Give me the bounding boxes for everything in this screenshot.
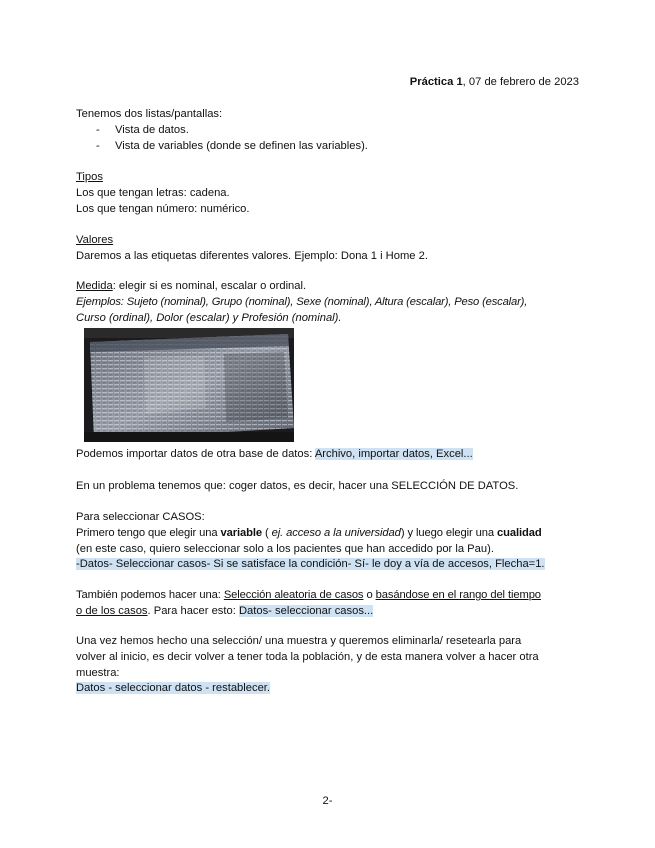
- page-header: [76, 75, 579, 91]
- paragraph-text: Podemos importar datos de otra base de datos:: [76, 448, 315, 460]
- paragraph-line: En un problema tenemos que: coger datos, es decir, hacer una SELECCIÓN DE DATOS.: [76, 480, 519, 492]
- highlighted-path: -Datos- Seleccionar casos- Si se satisface la condición- Sí- le doy a vía de accesos, Flecha=1.: [76, 558, 545, 571]
- practice-date: , 07 de febrero de 2023: [462, 76, 579, 88]
- paragraph-text: o: [363, 589, 376, 601]
- underlined-term: basándose en el rango del tiempo: [375, 589, 541, 601]
- section-heading: Valores: [76, 234, 114, 246]
- list-item: - Vista de variables (donde se definen las variables).: [96, 139, 368, 152]
- bold-term: variable: [220, 526, 262, 539]
- practice-title: Práctica 1: [409, 76, 463, 88]
- paragraph-line: Para seleccionar CASOS:: [76, 511, 205, 523]
- bold-term: cualidad: [496, 526, 542, 539]
- screenshot-photo: [84, 328, 294, 442]
- casos-section: [76, 510, 580, 573]
- paragraph-text: (: [262, 526, 272, 539]
- seleccion-paragraph: [76, 479, 580, 495]
- intro-lead: Tenemos dos listas/pantallas:: [76, 108, 223, 120]
- aleatoria-paragraph: [76, 588, 580, 620]
- tipos-section: [76, 170, 580, 217]
- photo-image: [84, 328, 294, 442]
- paragraph-text: También podemos hacer una:: [76, 589, 224, 601]
- list-item-text: Vista de datos.: [115, 123, 189, 136]
- reset-paragraph: [76, 634, 580, 697]
- paragraph-text: . Para hacer esto:: [147, 604, 239, 617]
- examples-line: Curso (ordinal), Dolor (escalar) y Profesión (nominal).: [76, 311, 342, 324]
- list-item: - Vista de datos.: [96, 123, 189, 136]
- examples-line: Ejemplos: Sujeto (nominal), Grupo (nominal), Sexe (nominal), Altura (escalar), Peso (escalar),: [76, 295, 528, 308]
- paragraph-line: (en este caso, quiero seleccionar solo a los pacientes que han accedido por la Pau).: [76, 542, 494, 555]
- italic-example: ej. acceso a la universidad: [271, 526, 401, 539]
- paragraph-text: ) y luego elegir una: [400, 526, 497, 539]
- paragraph-line: Los que tengan número: numérico.: [76, 202, 250, 215]
- valores-section: [76, 233, 580, 265]
- paragraph-line: Una vez hemos hecho una selección/ una muestra y queremos eliminarla/ resetearla para: [76, 635, 522, 647]
- underlined-term: o de los casos: [76, 604, 148, 617]
- highlighted-path: Archivo, importar datos, Excel...: [314, 448, 473, 460]
- paragraph-line: volver al inicio, es decir volver a tener toda la población, y de esta manera volver a hacer otra: [76, 650, 539, 663]
- page-number: 2-: [322, 795, 333, 807]
- section-heading: Medida: [76, 280, 113, 292]
- paragraph-line: Los que tengan letras: cadena.: [76, 186, 230, 199]
- paragraph-line: Daremos a las etiquetas diferentes valores. Ejemplo: Dona 1 i Home 2.: [76, 249, 428, 262]
- highlighted-path: Datos- seleccionar casos...: [238, 604, 374, 617]
- paragraph-line: muestra:: [76, 666, 120, 679]
- section-heading: Tipos: [76, 171, 103, 183]
- importar-paragraph: [76, 447, 580, 463]
- paragraph-text: Primero tengo que elegir una: [76, 526, 221, 539]
- medida-section: [76, 279, 580, 326]
- intro-section: [76, 107, 580, 154]
- paragraph-text: : elegir si es nominal, escalar o ordinal.: [112, 280, 307, 292]
- underlined-term: Selección aleatoria de casos: [223, 589, 364, 601]
- highlighted-path: Datos - seleccionar datos - restablecer.: [76, 682, 271, 695]
- list-item-text: Vista de variables (donde se definen las variables).: [115, 139, 368, 152]
